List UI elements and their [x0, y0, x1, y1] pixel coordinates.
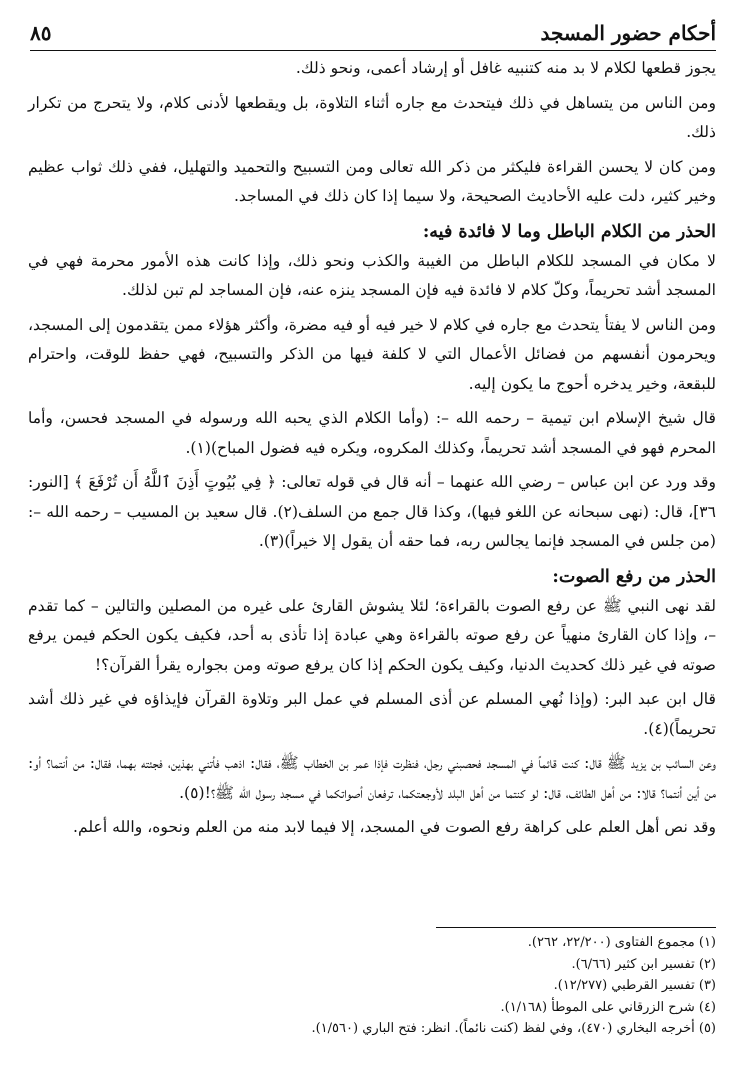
footnote: (١) مجموع الفتاوى (٢٢/٢٠٠، ٢٦٢).	[527, 935, 716, 950]
footnote: (٣) تفسير القرطبي (١٢/٢٧٧).	[553, 978, 716, 993]
paragraph: ومن الناس من يتساهل في ذلك فيتحدث مع جاره أثناء التلاوة، بل ويقطعها لأدنى كلام، ولا يتحرج من تكرار ذلك.	[28, 93, 716, 141]
paragraph: لا مكان في المسجد للكلام الباطل من الغيبة والكذب ونحو ذلك، وإذا كانت هذه الأمور محرمة فهي في المسجد أشد تحريماً، وكلّ كلام لا فائدة فيه فإن المسجد ينزه عنه، فإن المساجد لم تبن لذلك.	[28, 251, 716, 299]
paragraph: ومن الناس لا يفتأ يتحدث مع جاره في كلام لا خير فيه أو فيه مضرة، وأكثر هؤلاء ممن يتقدمون إلى المسجد، ويحرمون أنفسهم من فضائل الأعمال التي لا كلفة فيها من الذكر والتسبيح، فهي حفظ للوقت، واحترام للبقعة، وخير يدخره أحوج ما يكون إليه.	[28, 315, 716, 393]
footnote: (٢) تفسير ابن كثير (٦/٦٦).	[571, 956, 716, 972]
paragraph: وقد نص أهل العلم على كراهة رفع الصوت في المسجد، إلا فيما لابد منه من العلم ونحوه، والله أعلم.	[73, 818, 716, 836]
page-header	[30, 18, 716, 48]
footnotes	[30, 932, 716, 1040]
page-number: ٨٥	[30, 21, 52, 45]
paragraph: ومن كان لا يحسن القراءة فليكثر من ذكر الله تعالى ومن التسبيح والتحميد والتهليل، ففي ذلك ثواب عظيم وخير كثير، دلت عليه الأحاديث الصحيحة، ولا سيما إذا كان ذلك في المساجد.	[28, 157, 716, 205]
paragraph: يجوز قطعها لكلام لا بد منه كتنبيه غافل أو إرشاد أعمى، ونحو ذلك.	[295, 59, 716, 77]
section-heading: الحذر من رفع الصوت:	[552, 566, 716, 587]
paragraph: قال شيخ الإسلام ابن تيمية – رحمه الله –: (وأما الكلام الذي يحبه الله ورسوله في المسجد فحسن، وأما المحرم فهو في المسجد أشد تحريماً، وكذلك المكروه، ويكره فيه فضول المباح)(١).	[28, 409, 716, 457]
paragraph: لقد نهى النبي ﷺ عن رفع الصوت بالقراءة؛ لئلا يشوش القارئ على غيره من المصلين والتالين – كما تقدم –، وإذا كان القارئ منهياً عن رفع صوته بالقراءة وهي عبادة إذا تأذى به أحد، فكيف يكون الحكم فيمن يرفع صوته في غير ذلك كحديث الدنيا، وكيف يكون الحكم إذا كان يرفع صوته ومن بجواره يقرأ القرآن؟!	[28, 596, 716, 674]
footnote-divider	[436, 927, 716, 928]
running-title: أحكام حضور المسجد	[540, 21, 716, 45]
footnote: (٤) شرح الزرقاني على الموطأ (١/١٦٨).	[500, 999, 716, 1015]
paragraph: قال ابن عبد البر: (وإذا نُهي المسلم عن أذى المسلم في عمل البر وتلاوة القرآن فإيذاؤه في غير ذلك أشد تحريماً)(٤).	[28, 690, 716, 738]
paragraph: وعن السائب بن يزيد ﷺ قال: كنت قائماً في المسجد فحصبني رجل، فنظرت فإذا عمر بن الخطاب ﷺ، فقال: اذهب فأتني بهذين، فجئته بهما، فقال: من أنتما؟ أو: من أين أنتما؟ قالا: من أهل الطائف، قال: لو كنتما من أهل البلد لأوجعتكما، ترفعان أصواتكما في مسجد رسول الله ﷺ؟!(٥).	[28, 754, 716, 802]
page-body	[28, 54, 716, 848]
header-divider	[30, 50, 716, 51]
section-heading: الحذر من الكلام الباطل وما لا فائدة فيه:	[422, 221, 716, 242]
paragraph: وقد ورد عن ابن عباس – رضي الله عنهما – أنه قال في قوله تعالى: ﴿ فِي بُيُوتٍ أَذِنَ ٱللَّهُ أَن تُرْفَعَ ﴾ [النور: ٣٦]، قال: (نهى سبحانه عن اللغو فيها)، وكذا قال جمع من السلف(٢). قال سعيد بن المسيب – رحمه الله –: (من جلس في المسجد فإنما يجالس ربه، فما حقه أن يقول إلا خيراً)(٣).	[28, 473, 716, 550]
footnote: (٥) أخرجه البخاري (٤٧٠)، وفي لفظ (كنت نائماً). انظر: فتح الباري (١/٥٦٠).	[311, 1021, 716, 1036]
